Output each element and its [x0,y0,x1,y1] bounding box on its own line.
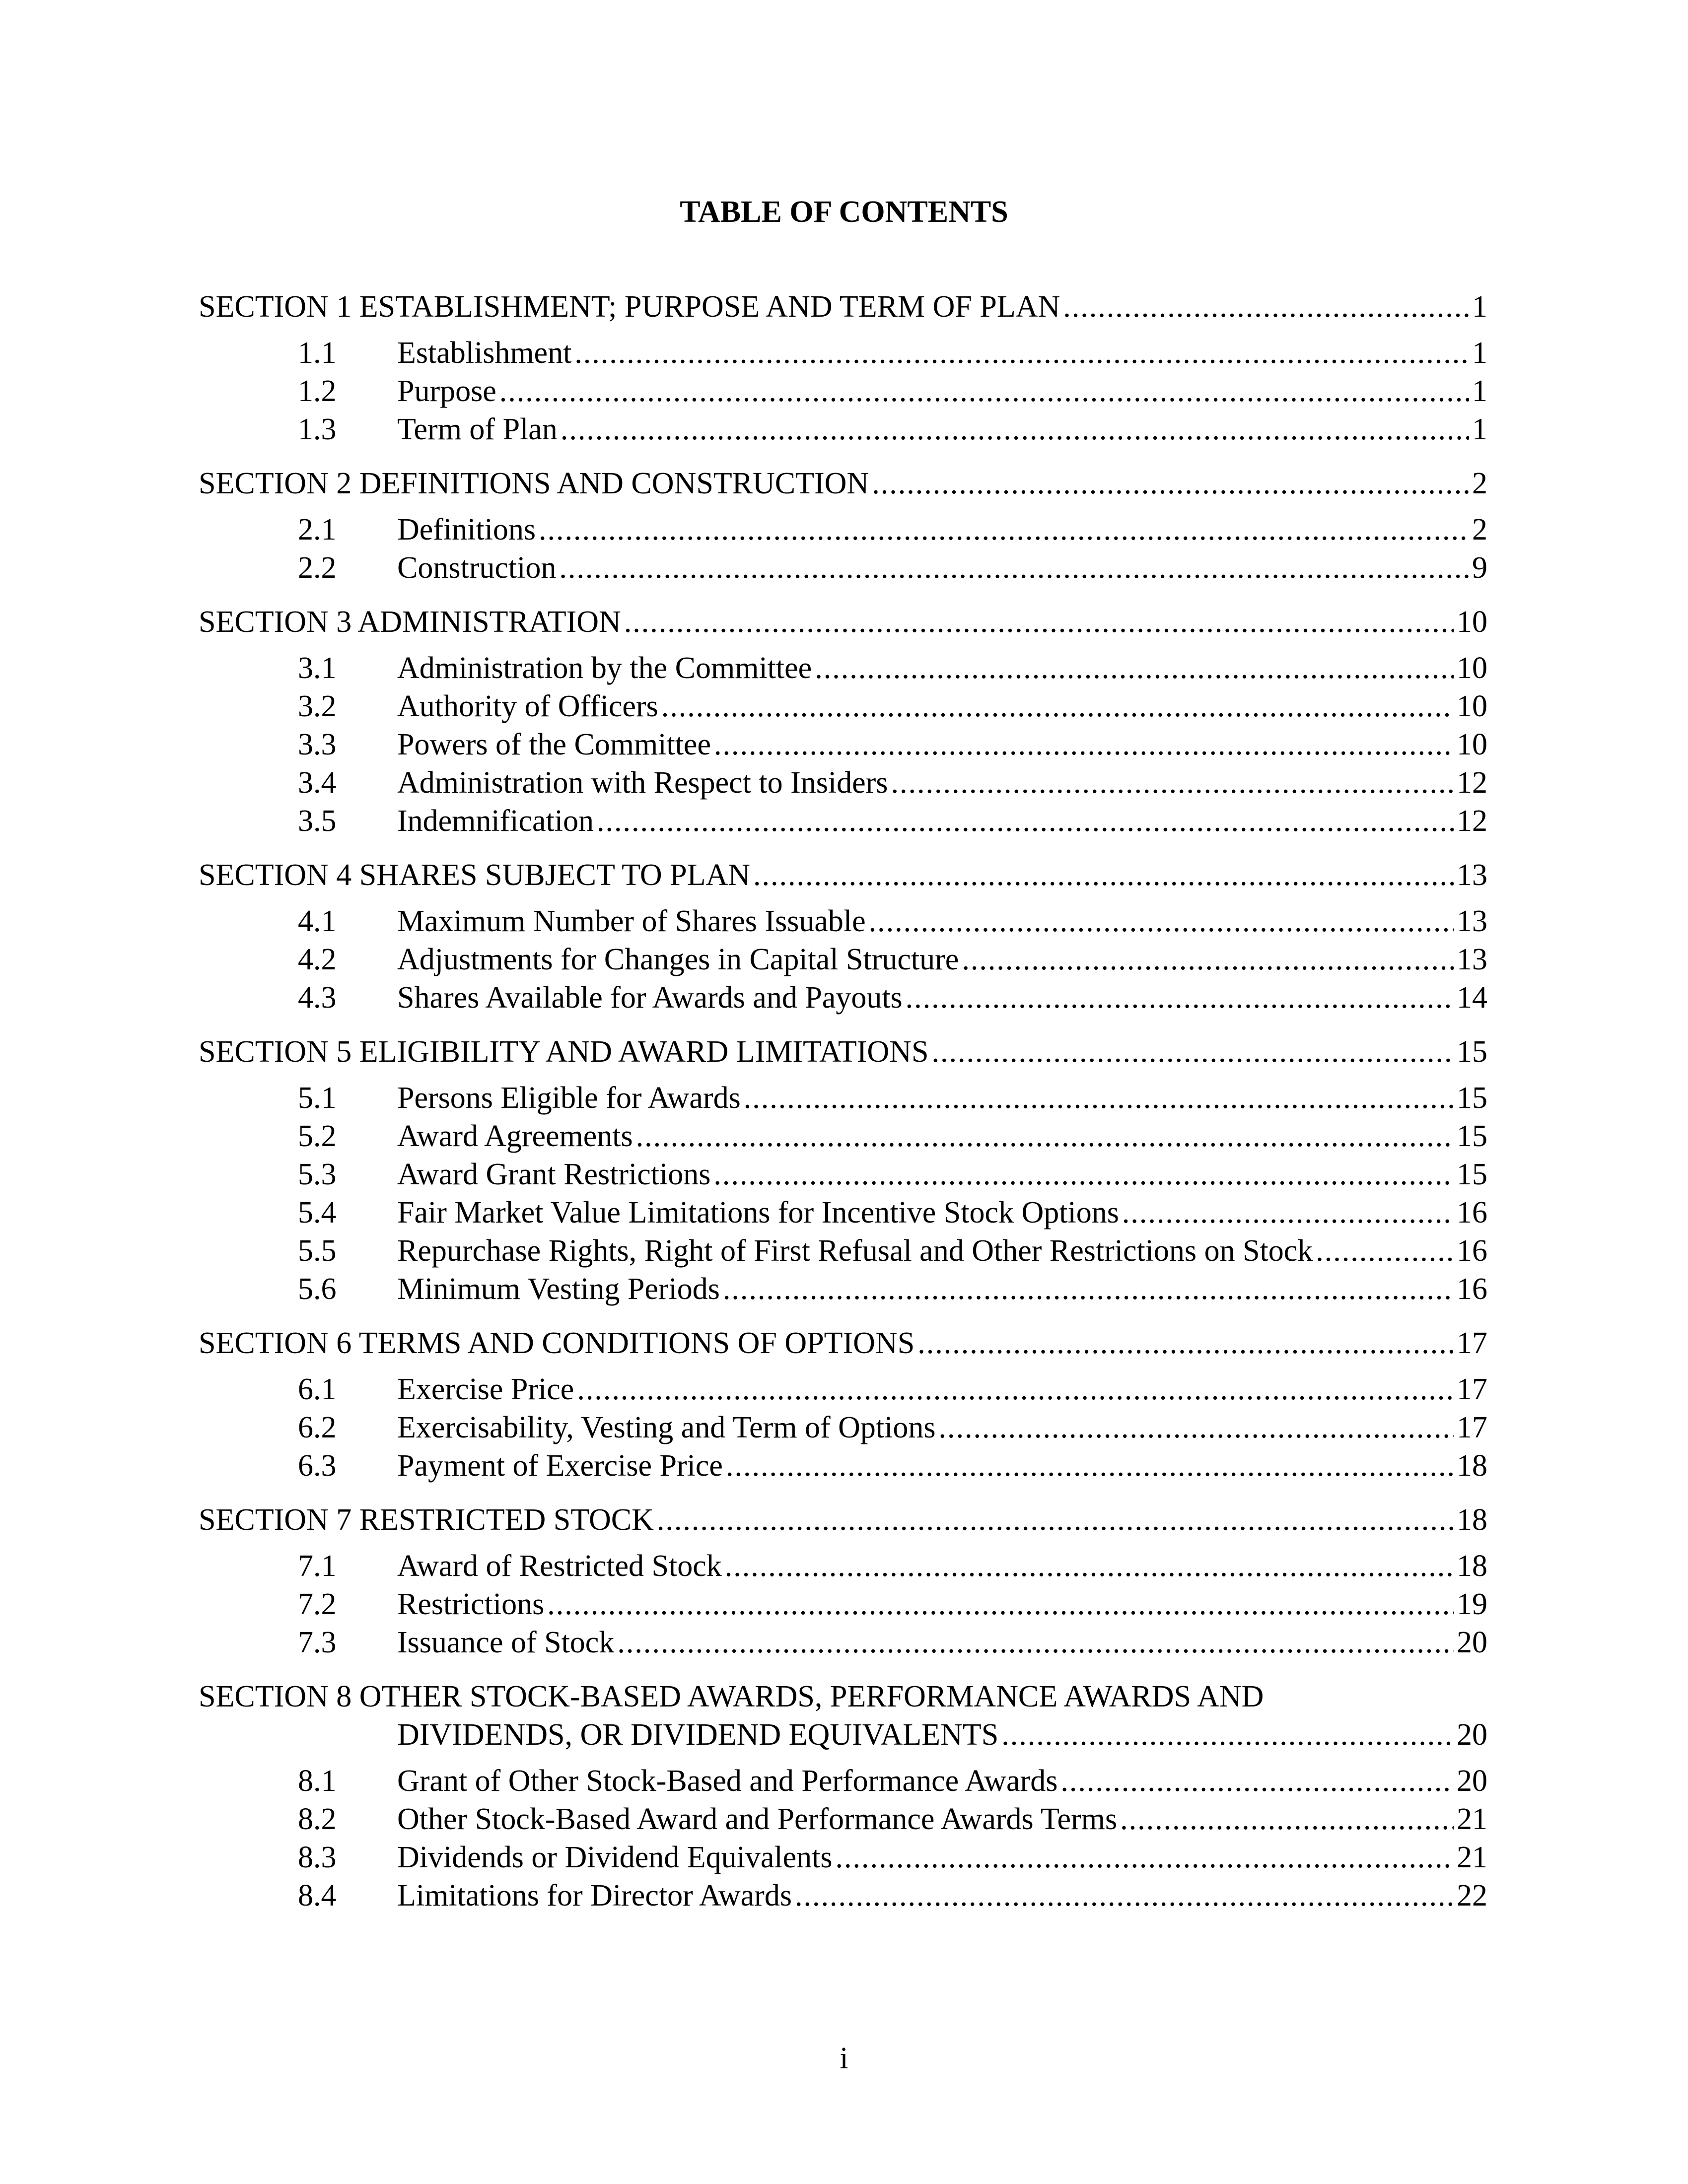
section-label: SECTION 6 TERMS AND CONDITIONS OF OPTIONS [199,1326,915,1360]
entry-label: Repurchase Rights, Right of First Refusal and Other Restrictions on Stock [397,1234,1313,1268]
page-ref: 16 [1457,1272,1487,1306]
toc-entry[interactable] [199,1800,1487,1839]
page-ref: 2 [1472,467,1487,500]
dot-leader [744,1079,1454,1117]
dot-leader [597,802,1454,840]
entry-number: 6.3 [298,1449,337,1483]
dot-leader [1316,1232,1454,1270]
entry-number: 5.3 [298,1158,337,1191]
page-ref: 1 [1472,290,1487,324]
toc-section-4 [199,856,1487,1017]
entry-label: Establishment [397,336,572,370]
entry-number: 6.2 [298,1411,337,1444]
dot-leader [636,1117,1454,1156]
toc-entry[interactable] [199,511,1487,549]
page-ref: 20 [1457,1718,1487,1752]
dot-leader [661,687,1454,726]
dot-leader [657,1501,1454,1539]
toc-section-1 [199,288,1487,449]
entry-number: 3.4 [298,766,337,800]
dot-leader [753,856,1454,894]
entry-label: Issuance of Stock [397,1626,615,1659]
entry-label: Shares Available for Awards and Payouts [397,981,903,1015]
page-ref: 14 [1457,981,1487,1015]
dot-leader [1001,1716,1454,1754]
toc-section-8 [199,1678,1487,1915]
toc-section-heading[interactable] [199,465,1487,503]
page-ref: 12 [1457,804,1487,838]
toc-entry[interactable] [199,726,1487,764]
page-ref: 16 [1457,1234,1487,1268]
dot-leader [872,465,1469,503]
entry-label: Minimum Vesting Periods [397,1272,720,1306]
toc-entry[interactable] [199,410,1487,449]
toc-section-heading[interactable] [199,1678,1487,1716]
toc-section-3 [199,603,1487,840]
entry-label: Exercisability, Vesting and Term of Options [397,1411,936,1444]
page-ref: 10 [1457,728,1487,761]
page-ref: 1 [1472,336,1487,370]
entry-label: Authority of Officers [397,689,658,723]
page-ref: 10 [1457,651,1487,685]
toc-entry[interactable] [199,1194,1487,1232]
page-ref: 1 [1472,374,1487,408]
dot-leader [1122,1194,1454,1232]
entry-label: Payment of Exercise Price [397,1449,723,1483]
toc-section-2 [199,465,1487,587]
section-label: SECTION 2 DEFINITIONS AND CONSTRUCTION [199,467,869,500]
dot-leader [714,726,1454,764]
table-of-contents [199,288,1487,1915]
entry-number: 5.4 [298,1196,337,1229]
dot-leader [574,334,1469,372]
entry-label: Powers of the Committee [397,728,711,761]
entry-number: 4.1 [298,904,337,938]
dot-leader [624,603,1454,641]
toc-entry[interactable] [199,1585,1487,1624]
entry-label: Other Stock-Based Award and Performance Awards Terms [397,1802,1118,1836]
dot-leader [906,979,1454,1017]
toc-section-heading[interactable] [199,1501,1487,1539]
entry-label: Administration with Respect to Insiders [397,766,888,800]
page-ref: 9 [1472,551,1487,585]
toc-entry[interactable] [199,764,1487,802]
dot-leader [1120,1800,1454,1839]
entry-number: 1.1 [298,336,337,370]
entry-number: 8.1 [298,1764,337,1798]
entry-number: 6.1 [298,1372,337,1406]
entry-label: Administration by the Committee [397,651,812,685]
entry-label: Award of Restricted Stock [397,1549,722,1583]
entry-number: 5.6 [298,1272,337,1306]
page-ref: 22 [1457,1879,1487,1912]
toc-section-heading-continued[interactable] [199,1716,1487,1754]
dot-leader [559,549,1469,587]
entry-number: 4.3 [298,981,337,1015]
toc-entry[interactable] [199,687,1487,726]
entry-label: Persons Eligible for Awards [397,1081,741,1115]
dot-leader [726,1447,1454,1485]
page-number: i [840,2042,848,2075]
entry-label: Indemnification [397,804,594,838]
toc-entry[interactable] [199,979,1487,1017]
entry-number: 2.1 [298,513,337,546]
toc-section-7 [199,1501,1487,1662]
page-ref: 10 [1457,605,1487,639]
dot-leader [499,372,1469,410]
page-ref: 18 [1457,1549,1487,1583]
toc-entry[interactable] [199,902,1487,941]
toc-section-6 [199,1324,1487,1485]
toc-entry[interactable] [199,1156,1487,1194]
toc-entry[interactable] [199,1232,1487,1270]
page-ref: 19 [1457,1587,1487,1621]
page-ref: 1 [1472,412,1487,446]
entry-number: 4.2 [298,943,337,976]
dot-leader [1060,1762,1454,1800]
entry-label: Limitations for Director Awards [397,1879,792,1912]
toc-entry[interactable] [199,1624,1487,1662]
page-ref: 21 [1457,1841,1487,1874]
toc-entry[interactable] [199,1839,1487,1877]
dot-leader [891,764,1454,802]
dot-leader [547,1585,1454,1624]
entry-number: 5.1 [298,1081,337,1115]
section-label: SECTION 5 ELIGIBILITY AND AWARD LIMITATIONS [199,1035,929,1069]
toc-entry[interactable] [199,802,1487,840]
toc-section-heading[interactable] [199,1033,1487,1071]
toc-section-5 [199,1033,1487,1308]
page-ref: 15 [1457,1035,1487,1069]
page-ref: 18 [1457,1449,1487,1483]
page-ref: 16 [1457,1196,1487,1229]
page-ref: 20 [1457,1626,1487,1659]
page-ref: 15 [1457,1158,1487,1191]
entry-number: 3.1 [298,651,337,685]
section-label: SECTION 1 ESTABLISHMENT; PURPOSE AND TERM OF PLAN [199,290,1060,324]
section-label: SECTION 8 OTHER STOCK-BASED AWARDS, PERFORMANCE AWARDS AND [199,1680,1264,1713]
entry-label: Fair Market Value Limitations for Incentive Stock Options [397,1196,1119,1229]
toc-entry[interactable] [199,1117,1487,1156]
toc-entry[interactable] [199,1547,1487,1585]
page-ref: 20 [1457,1764,1487,1798]
toc-entry[interactable] [199,1877,1487,1915]
section-label: SECTION 4 SHARES SUBJECT TO PLAN [199,858,751,892]
section-label-continued: DIVIDENDS, OR DIVIDEND EQUIVALENTS [397,1718,999,1752]
entry-number: 5.2 [298,1119,337,1153]
entry-label: Restrictions [397,1587,545,1621]
entry-number: 2.2 [298,551,337,585]
dot-leader [869,902,1454,941]
entry-label: Award Agreements [397,1119,633,1153]
page-ref: 13 [1457,904,1487,938]
toc-entry[interactable] [199,372,1487,410]
page-ref: 17 [1457,1326,1487,1360]
dot-leader [723,1270,1454,1308]
toc-entry[interactable] [199,334,1487,372]
entry-number: 8.2 [298,1802,337,1836]
toc-entry[interactable] [199,549,1487,587]
entry-number: 7.2 [298,1587,337,1621]
dot-leader [725,1547,1454,1585]
dot-leader [577,1370,1454,1409]
section-label: SECTION 7 RESTRICTED STOCK [199,1503,654,1537]
toc-section-heading[interactable] [199,1324,1487,1363]
dot-leader [917,1324,1454,1363]
dot-leader [713,1156,1454,1194]
entry-label: Maximum Number of Shares Issuable [397,904,866,938]
page-ref: 21 [1457,1802,1487,1836]
entry-number: 3.3 [298,728,337,761]
page-title: TABLE OF CONTENTS [680,195,1008,229]
page-ref: 2 [1472,513,1487,546]
toc-entry[interactable] [199,1270,1487,1308]
entry-label: Definitions [397,513,536,546]
toc-section-heading[interactable] [199,603,1487,641]
entry-label: Adjustments for Changes in Capital Structure [397,943,959,976]
toc-section-heading[interactable] [199,856,1487,894]
dot-leader [1063,288,1469,326]
toc-entry[interactable] [199,1079,1487,1117]
entry-label: Term of Plan [397,412,558,446]
entry-label: Construction [397,551,557,585]
entry-label: Award Grant Restrictions [397,1158,711,1191]
entry-number: 3.5 [298,804,337,838]
page-ref: 15 [1457,1119,1487,1153]
dot-leader [835,1839,1454,1877]
dot-leader [617,1624,1454,1662]
toc-entry[interactable] [199,1447,1487,1485]
page-ref: 17 [1457,1411,1487,1444]
page-ref: 12 [1457,766,1487,800]
entry-label: Grant of Other Stock-Based and Performance Awards [397,1764,1058,1798]
toc-entry[interactable] [199,1409,1487,1447]
page-ref: 10 [1457,689,1487,723]
page-ref: 13 [1457,943,1487,976]
entry-label: Dividends or Dividend Equivalents [397,1841,833,1874]
dot-leader [539,511,1469,549]
dot-leader [939,1409,1454,1447]
page-ref: 13 [1457,858,1487,892]
dot-leader [962,941,1454,979]
toc-entry[interactable] [199,1370,1487,1409]
entry-label: Exercise Price [397,1372,574,1406]
dot-leader [795,1877,1454,1915]
dot-leader [931,1033,1454,1071]
section-label: SECTION 3 ADMINISTRATION [199,605,621,639]
entry-number: 1.3 [298,412,337,446]
page-ref: 17 [1457,1372,1487,1406]
toc-entry[interactable] [199,649,1487,687]
entry-number: 7.1 [298,1549,337,1583]
entry-number: 3.2 [298,689,337,723]
entry-number: 1.2 [298,374,337,408]
toc-entry[interactable] [199,941,1487,979]
entry-number: 8.4 [298,1879,337,1912]
dot-leader [815,649,1454,687]
entry-label: Purpose [397,374,496,408]
entry-number: 5.5 [298,1234,337,1268]
page-ref: 15 [1457,1081,1487,1115]
toc-section-heading[interactable] [199,288,1487,326]
entry-number: 8.3 [298,1841,337,1874]
toc-entry[interactable] [199,1762,1487,1800]
page-ref: 18 [1457,1503,1487,1537]
dot-leader [561,410,1469,449]
entry-number: 7.3 [298,1626,337,1659]
